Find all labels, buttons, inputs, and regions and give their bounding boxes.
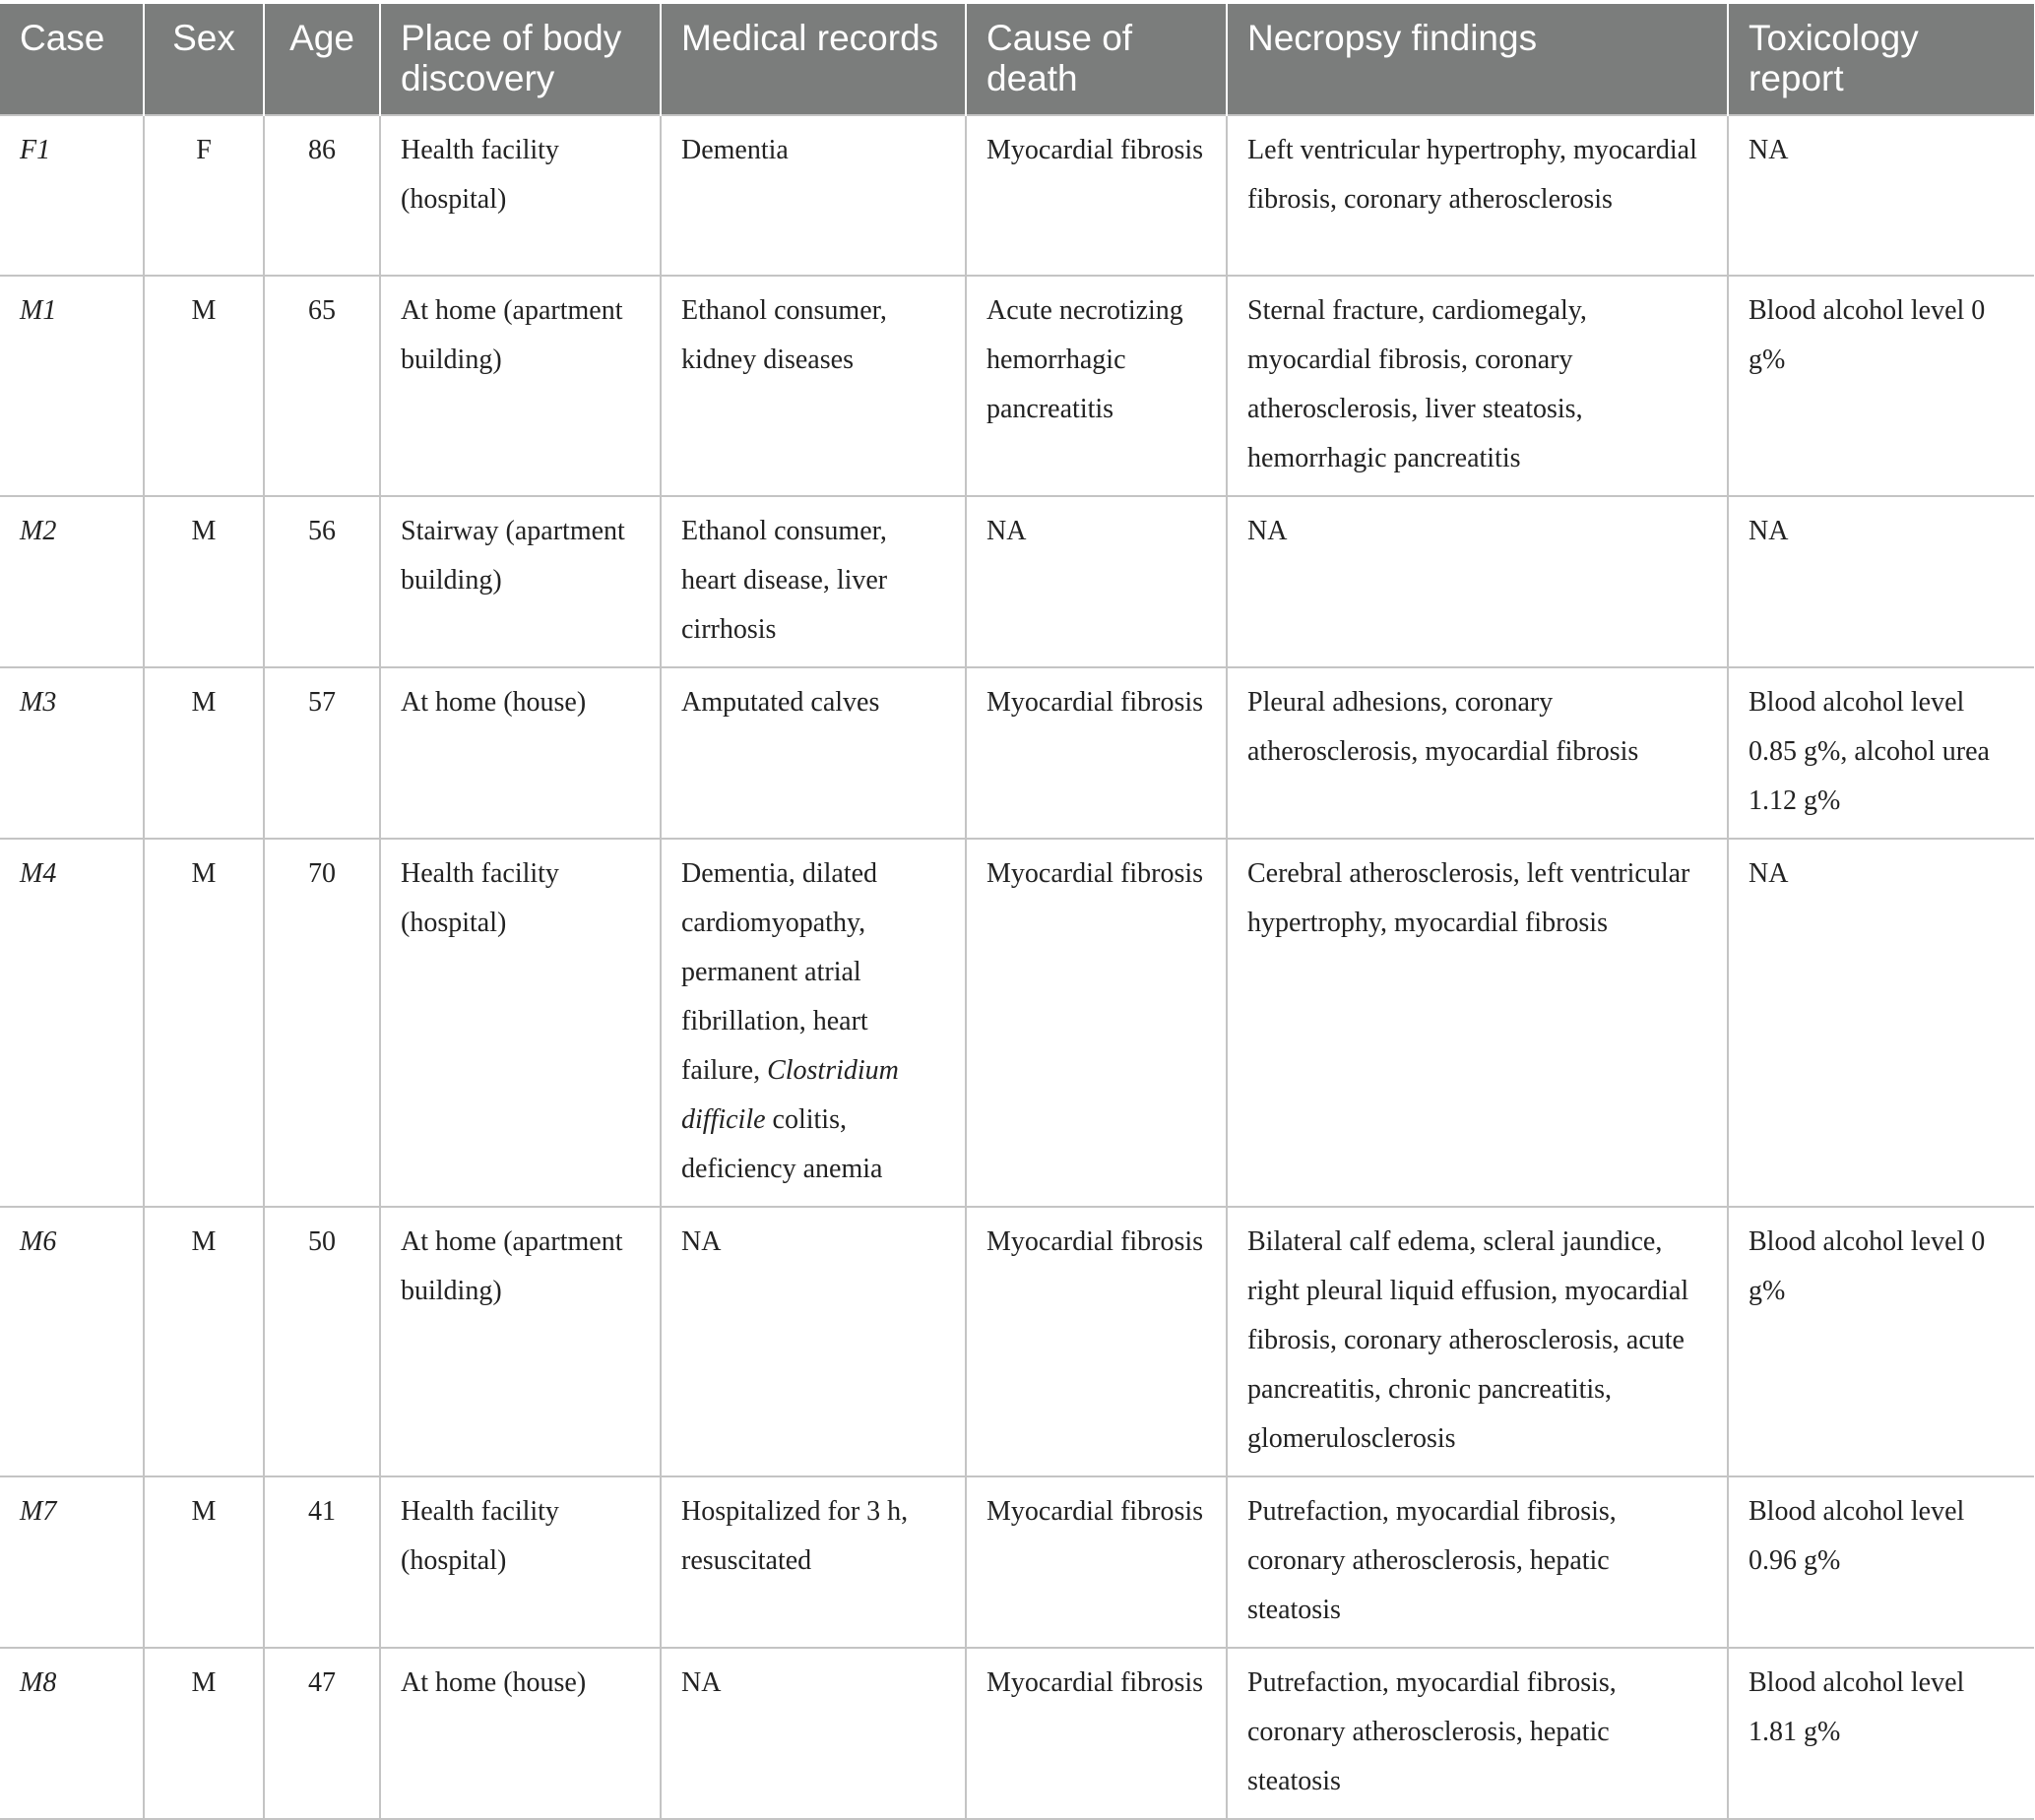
case-table [0,4,2034,1820]
place-cell: Health facility (hospital) [380,1476,661,1648]
age-cell: 50 [264,1207,380,1476]
sex-cell: M [144,667,264,839]
table-row [0,115,2034,276]
header-place: Place of body discovery [380,4,661,115]
table-row [0,1207,2034,1476]
place-cell: At home (house) [380,667,661,839]
necropsy-findings-cell: Sternal fracture, cardiomegaly, myocardial fibrosis, coronary atherosclerosis, liver steatosis, hemorrhagic pancreatitis [1227,276,1728,496]
age-cell: 86 [264,115,380,276]
medical-records-cell: NA [661,1648,966,1819]
medical-records-cell: Hospitalized for 3 h, resuscitated [661,1476,966,1648]
cause-of-death-cell: NA [966,496,1227,667]
age-cell: 65 [264,276,380,496]
medical-records-text: colitis, deficiency anemia [681,1104,883,1184]
age-cell: 41 [264,1476,380,1648]
medical-records-cell: Ethanol consumer, heart disease, liver cirrhosis [661,496,966,667]
age-cell: 57 [264,667,380,839]
toxicology-cell: NA [1728,839,2034,1207]
cause-of-death-cell: Myocardial fibrosis [966,667,1227,839]
age-cell: 70 [264,839,380,1207]
medical-records-cell: Amputated calves [661,667,966,839]
table-row [0,667,2034,839]
case-id-cell: M8 [0,1648,144,1819]
table-body [0,115,2034,1819]
sex-cell: M [144,1648,264,1819]
toxicology-cell: Blood alcohol level 0.96 g% [1728,1476,2034,1648]
table-row [0,1648,2034,1819]
place-cell: At home (apartment building) [380,1207,661,1476]
place-cell: At home (house) [380,1648,661,1819]
necropsy-findings-cell: Pleural adhesions, coronary atherosclerosis, myocardial fibrosis [1227,667,1728,839]
toxicology-cell: Blood alcohol level 0 g% [1728,276,2034,496]
medical-records-text: Dementia, dilated cardiomyopathy, permanent atrial fibrillation, heart failure, [681,858,878,1086]
header-sex: Sex [144,4,264,115]
case-id-cell: M7 [0,1476,144,1648]
toxicology-cell: Blood alcohol level 1.81 g% [1728,1648,2034,1819]
necropsy-findings-cell: Putrefaction, myocardial fibrosis, coronary atherosclerosis, hepatic steatosis [1227,1648,1728,1819]
medical-records-cell: NA [661,1207,966,1476]
place-cell: Health facility (hospital) [380,839,661,1207]
sex-cell: M [144,276,264,496]
toxicology-cell: Blood alcohol level 0.85 g%, alcohol urea 1.12 g% [1728,667,2034,839]
table-header [0,4,2034,115]
toxicology-cell: NA [1728,496,2034,667]
case-id-cell: F1 [0,115,144,276]
necropsy-findings-cell: Cerebral atherosclerosis, left ventricular hypertrophy, myocardial fibrosis [1227,839,1728,1207]
case-id-cell: M2 [0,496,144,667]
table-row [0,276,2034,496]
header-age: Age [264,4,380,115]
necropsy-findings-cell: NA [1227,496,1728,667]
header-cause-of-death: Cause of death [966,4,1227,115]
toxicology-cell: Blood alcohol level 0 g% [1728,1207,2034,1476]
header-case: Case [0,4,144,115]
place-cell: Health facility (hospital) [380,115,661,276]
cause-of-death-cell: Acute necrotizing hemorrhagic pancreatitis [966,276,1227,496]
place-cell: At home (apartment building) [380,276,661,496]
age-cell: 56 [264,496,380,667]
cause-of-death-cell: Myocardial fibrosis [966,839,1227,1207]
header-necropsy-findings: Necropsy findings [1227,4,1728,115]
toxicology-cell: NA [1728,115,2034,276]
place-cell: Stairway (apartment building) [380,496,661,667]
case-id-cell: M6 [0,1207,144,1476]
case-id-cell: M1 [0,276,144,496]
age-cell: 47 [264,1648,380,1819]
medical-records-cell [661,839,966,1207]
cause-of-death-cell: Myocardial fibrosis [966,115,1227,276]
necropsy-findings-cell: Bilateral calf edema, scleral jaundice, right pleural liquid effusion, myocardial fibrosis, coronary atherosclerosis, acute pancreatitis, chronic pancreatitis, glomerulosclerosis [1227,1207,1728,1476]
medical-records-cell: Dementia [661,115,966,276]
sex-cell: M [144,839,264,1207]
header-medical-records: Medical records [661,4,966,115]
necropsy-findings-cell: Putrefaction, myocardial fibrosis, coronary atherosclerosis, hepatic steatosis [1227,1476,1728,1648]
cause-of-death-cell: Myocardial fibrosis [966,1648,1227,1819]
header-row [0,4,2034,115]
sex-cell: F [144,115,264,276]
table-row [0,496,2034,667]
table-row [0,839,2034,1207]
necropsy-findings-cell: Left ventricular hypertrophy, myocardial fibrosis, coronary atherosclerosis [1227,115,1728,276]
header-toxicology-report: Toxicology report [1728,4,2034,115]
case-id-cell: M3 [0,667,144,839]
sex-cell: M [144,1476,264,1648]
cause-of-death-cell: Myocardial fibrosis [966,1207,1227,1476]
cause-of-death-cell: Myocardial fibrosis [966,1476,1227,1648]
sex-cell: M [144,496,264,667]
table-row [0,1476,2034,1648]
medical-records-cell: Ethanol consumer, kidney diseases [661,276,966,496]
case-id-cell: M4 [0,839,144,1207]
sex-cell: M [144,1207,264,1476]
organism-name: Clostridium difficile [681,1055,899,1135]
